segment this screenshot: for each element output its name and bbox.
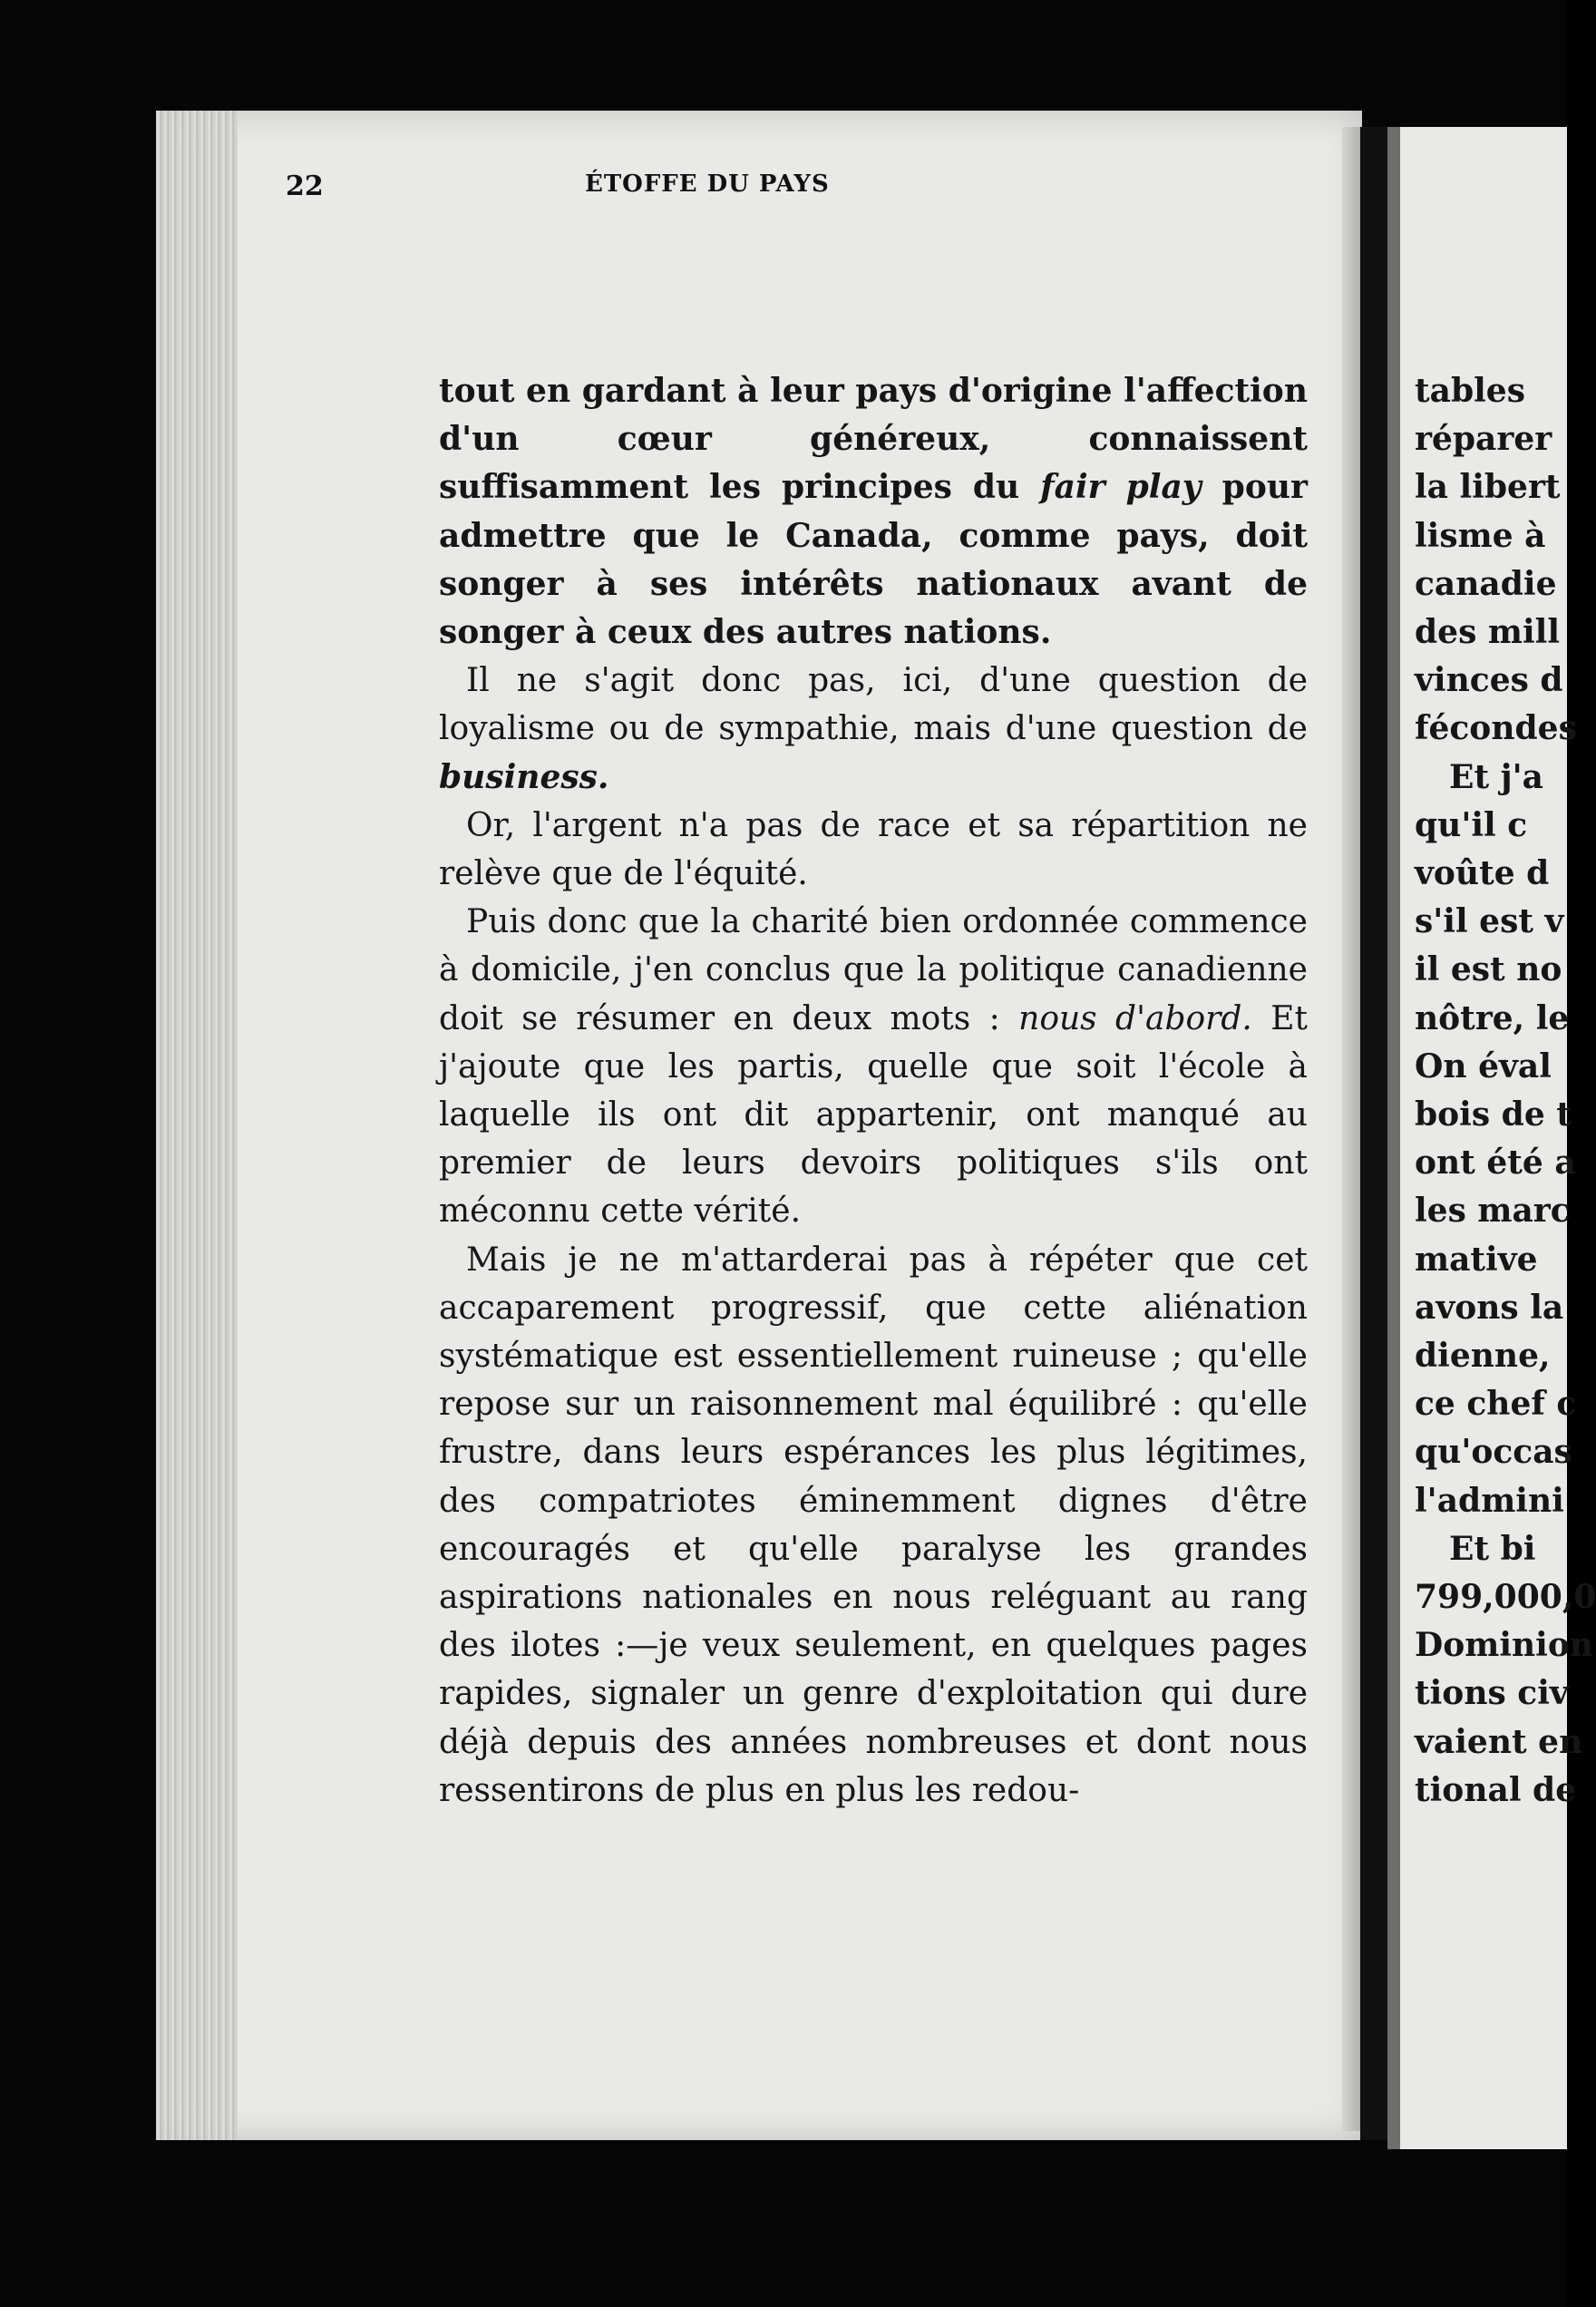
paragraph-1-part-3: pour admettre que le Canada, comme pays, doit songer à ses intérêts nationaux avant de songer à ceux des autres nations. xyxy=(439,468,1309,652)
page-edge-stack xyxy=(156,111,238,2140)
right-line: voûte d xyxy=(1415,854,1550,893)
right-line: canadie xyxy=(1415,564,1557,603)
right-line: mative xyxy=(1415,1240,1538,1279)
paragraph-4 xyxy=(439,898,1308,1235)
right-line: tables xyxy=(1415,372,1525,410)
paragraph-4-part-3: Et j'ajoute que les partis, quelle que soit l'école à laquelle ils ont dit appartenir, ont manqué au premier de leurs devoirs politiques s'ils ont méconnu cette vérité. xyxy=(439,999,1308,1231)
paragraph-1-part-1: tout en gardant à leur pays d'origine l'affection d'un cœur généreux, connaissent suffisamment les principes du xyxy=(439,372,1308,507)
business-italic: business. xyxy=(439,757,609,796)
page-number: 22 xyxy=(286,170,324,202)
right-line: qu'occas xyxy=(1415,1433,1572,1472)
paragraph-3: Or, l'argent n'a pas de race et sa répartition ne relève que de l'équité. xyxy=(439,806,1308,893)
right-line: lisme à xyxy=(1415,516,1546,555)
right-line: s'il est v xyxy=(1415,902,1564,941)
right-line: les marc xyxy=(1415,1192,1571,1231)
fair-play-italic: fair play xyxy=(1040,468,1202,507)
right-line: vinces d xyxy=(1415,661,1563,700)
right-page-text xyxy=(1415,367,1596,1815)
right-line: réparer xyxy=(1415,420,1552,459)
paragraph-2-part-1: Il ne s'agit donc pas, ici, d'une question de loyalisme ou de sympathie, mais d'une question de xyxy=(439,662,1308,748)
right-line: tions civ xyxy=(1415,1674,1569,1713)
right-line: il est no xyxy=(1415,950,1562,989)
paragraph-5: Mais je ne m'attarderai pas à répéter que cet accaparement progressif, que cette aliénation systématique est essentiellement ruineuse ; qu'elle repose sur un raisonnement mal équilibré : qu'elle frustre, dans leurs espérances les plus légitimes, des compatriotes éminemment dignes d'être encouragés et qu'elle paralyse les grandes aspirations nationales en nous reléguant au rang des ilotes :—je veux seulement, en quelques pages rapides, signaler un genre d'exploitation qui dure déjà depuis des années nombreuses et dont nous ressentirons de plus en plus les redou- xyxy=(439,1241,1308,1809)
right-line: la libert xyxy=(1415,468,1561,507)
paragraph-1 xyxy=(439,367,1308,657)
right-line: bois de t xyxy=(1415,1095,1572,1134)
paragraph-2 xyxy=(439,657,1308,802)
right-line: ont été a xyxy=(1415,1144,1576,1183)
right-page-gutter xyxy=(1387,127,1400,2149)
right-line: tional de xyxy=(1415,1770,1577,1809)
right-line: fécondes xyxy=(1415,709,1577,748)
right-line: dienne, xyxy=(1415,1337,1551,1376)
right-line: On éval xyxy=(1415,1046,1552,1085)
right-line: qu'il c xyxy=(1415,805,1528,844)
running-title: ÉTOFFE DU PAYS xyxy=(585,170,830,198)
right-line: Et j'a xyxy=(1449,757,1543,796)
left-page-text xyxy=(439,367,1308,1815)
right-line: des mill xyxy=(1415,613,1560,652)
book-spine xyxy=(1360,127,1387,2140)
right-line: vaient en xyxy=(1415,1722,1583,1761)
right-line: l'admini xyxy=(1415,1481,1564,1520)
paragraph-4-part-1: Puis donc que la charité bien ordonnée commence à domicile, j'en conclus que la politique canadienne doit se résumer en deux mots : xyxy=(439,903,1308,1037)
right-line: Et bi xyxy=(1449,1529,1536,1568)
nous-dabord-italic: nous d'abord. xyxy=(1018,999,1252,1037)
right-line: nôtre, le xyxy=(1415,998,1570,1037)
right-line: Dominion xyxy=(1415,1626,1594,1665)
right-line: ce chef c xyxy=(1415,1385,1577,1424)
right-line: avons la xyxy=(1415,1288,1564,1327)
right-line: 799,000,0 xyxy=(1415,1578,1596,1617)
